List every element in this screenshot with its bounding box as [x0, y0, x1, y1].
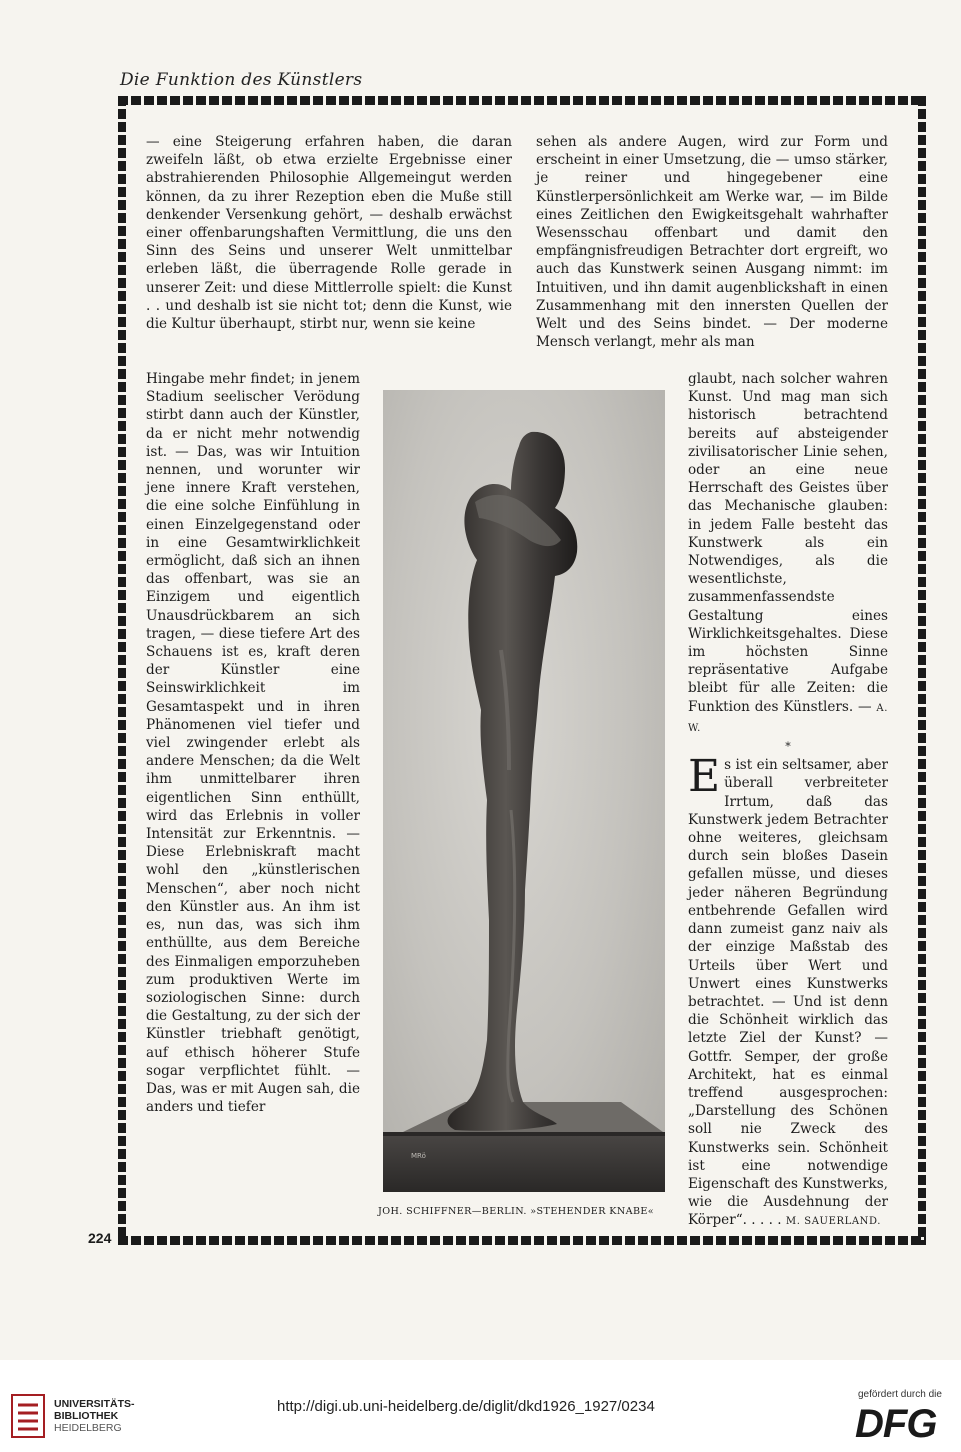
source-url-link[interactable]: http://digi.ub.uni-heidelberg.de/diglit/dkd1926_1927/0234 [277, 1398, 655, 1415]
funding-label: gefördert durch die [858, 1389, 942, 1400]
right-narrow-paragraph-b: s ist ein seltsamer, aber überall verbreiteter Irrtum, daß das Kunstwerk jedem Betrachter ohne weiteres, gleichsam durch sein bloßes Dasein gefallen müsse, und dieses jeder näheren Begründung entbehrende Gefallen wird dann zumeist ganz naiv als der einzige Maßstab des Urteils über Wert und Unwert eines Kunstwerks betrachtet. — Und ist denn die Schönheit wirklich das letzte Ziel der Kunst? — Gottfr. Semper, der große Architekt, hat es einmal treffend ausgesprochen: „Darstellung des Schönen soll nie Zweck des Kunstwerks sein. Schönheit ist eine notwendige Eigenschaft des Kunstwerks, wie die Ausdehnung der Körper“. . . . . [688, 757, 888, 1229]
left-narrow-paragraph: Hingabe mehr findet; in jenem Stadium seelischer Verödung stirbt dann auch der Künstler, da er nicht mehr notwendig ist. — Das, was wir Intuition nennen, und worunter wir jene innere Kraft verstehen, die eine solche Einfühlung in einen Einzelgegenstand oder in eine Gesamtwirklichkeit ermöglicht, daß sich an ihnen das offenbart, was sie an Einzigem und eigentlich Unausdrückbarem an sich tragen, — diese tiefere Art des Schauens ist es, kraft deren der Künstler eine Seinswirklichkeit im Gesamtaspekt und in ihren Phänomenen viel tiefer und viel zwingender erlebt als andere Menschen; da die Welt ihm unmittelbarer ihren eigentlichen Sinn enthüllt, wird das Erlebnis in voller Intensität zur Erkenntnis. — Diese Erlebniskraft macht wohl den „künstlerischen Menschen“, aber noch nicht den Künstler aus. An ihm ist es, nun das, was sich ihm enthüllte, aus dem Bereiche des Einmaligen emporzuheben zum produktiven Werte im soziologischen Sinne: durch die Gestaltung, zu der sich der Künstler triebhaft genötigt, auf ethisch höherer Stufe sogar verpflichtet fühlt. — Das, was er mit Augen sah, die anders und tiefer [146, 371, 360, 1116]
library-line-3: HEIDELBERG [54, 1422, 122, 1434]
library-name [54, 1398, 135, 1434]
frame-top-border [118, 96, 926, 105]
frame-bottom-border [118, 1236, 926, 1245]
plate-mark: MRö [411, 1152, 426, 1160]
sculpture-photograph [383, 390, 665, 1192]
left-column-top [146, 133, 512, 333]
frame-left-border [118, 96, 126, 1245]
right-paragraph: sehen als andere Augen, wird zur Form und erscheint in einer Umsetzung, die — umso stärker, je reiner und hingegebener eine Künstlerpersönlichkeit am Werke war, — im Bilde eines Zeitlichen den Ewigkeitsgehalt wahrhafter Wesensschau offenbart und damit den empfängnisfreudigen Betrachter dort ergreift, wo auch das Kunstwerk seinen Ausgang nimmt: im Intuitiven, und ihn damit augenblickshaft in einen Zusammenhang mit den innersten Quellen der Welt und des Seins bindet. — Der moderne Mensch verlangt, mehr als man [536, 134, 888, 351]
library-line-1: UNIVERSITÄTS- [54, 1398, 135, 1410]
section-separator: * [785, 740, 791, 754]
standing-boy-statue-image [383, 390, 665, 1192]
dfg-logo: DFG [855, 1402, 937, 1446]
page-number: 224 [88, 1230, 112, 1246]
figure-caption: JOH. SCHIFFNER—BERLIN. »STEHENDER KNABE« [378, 1206, 655, 1217]
left-paragraph: — eine Steigerung erfahren haben, die daran zweifeln läßt, ob etwa erzielte Ergebnisse einer abstrahierenden Philosophie Allgemeingut werden können, da zu ihrer Rezeption eben die Muße still denkender Versenkung gehört, — deshalb erwächst einer offenbarungshaften Vermittlung, die uns den Sinn des Seins und unserer Welt unmittelbar erleben läßt, die überragende Rolle gerade in unserer Zeit: und diese Mittlerrolle spielt: die Kunst . . und deshalb ist sie nicht tot; denn die Kunst, wie die Kultur überhaupt, stirbt nur, wenn sie keine [146, 134, 512, 333]
library-line-2: BIBLIOTHEK [54, 1410, 119, 1422]
left-column-narrow [146, 370, 360, 1116]
right-narrow-paragraph-a: glaubt, nach solcher wahren Kunst. Und mag man sich historisch betrachtend bereits auf absteigender zivilisatorischer Linie sehen, oder an eine neue Herrschaft des Geistes über das Mechanische glauben: in jedem Falle besteht das Kunstwerk als ein Notwendiges, als die wesentlichste, zusammenfassendste Gestaltung eines Wirklichkeitsgehaltes. Diese im höchsten Sinne repräsentative Aufgabe bleibt für alle Zeiten: die Funktion des Künstlers. — [688, 371, 888, 715]
frame-right-border [918, 96, 926, 1245]
signoff-author: M. SAUERLAND. [785, 1216, 882, 1228]
university-library-logo-icon [10, 1393, 46, 1439]
signoff-initials: A. W. [688, 702, 889, 734]
drop-cap: E [688, 751, 721, 803]
right-column-top [536, 133, 888, 351]
running-title: Die Funktion des Künstlers [120, 70, 363, 90]
right-column-narrow [688, 370, 888, 1232]
